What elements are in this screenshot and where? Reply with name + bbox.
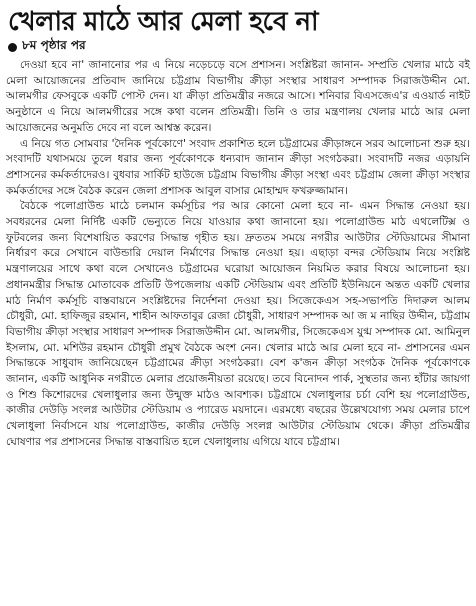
- article-headline: খেলার মাঠে আর মেলা হবে না: [8, 7, 319, 37]
- article-body: [6, 58, 470, 451]
- continuation-label: ৮ম পৃষ্ঠার পর: [22, 38, 86, 52]
- article-paragraph: এ নিয়ে গত সোমবার 'দৈনিক পূর্বকোণে' সংবাদ প্রকাশিত হলে চট্টগ্রামের ক্রীড়াঙ্গনে সরব আলোচনা শুরু হয়। সংবাদটি যথাসময়ে তুলে ধরার জন্য পূর্বকোণকে ধন্যবাদ জানান ক্রীড়া সংগঠকরা। সংবাদটি নজর এড়ায়নি প্রশাসনের কর্মকর্তাদেরও। বুধবার সার্কিট হাউজে চট্টগ্রাম বিভাগীয় ক্রীড়া সংস্থা এবং চট্টগ্রাম জেলা ক্রীড়া সংস্থার কর্মকর্তাদের সঙ্গে বৈঠক করেন জেলা প্রশাসক আবুল বাসার মোহাম্মদ ফখরুজ্জামান।: [6, 137, 470, 197]
- article-paragraph: বৈঠকে পলোগ্রাউন্ড মাঠে চলমান কর্মসূচির পর আর কোনো মেলা হবে না- এমন সিদ্ধান্ত নেওয়া হয়। সবধরনের মেলা নির্দিষ্ট একটি ভেন্যুতে নিয়ে যাওয়ার কথা জানানো হয়। পলোগ্রাউন্ড মাঠ এথলেটিক্স ও ফুটবলের জন্য বিশেষায়িত করণের সিদ্ধান্ত গৃহীত হয়। দ্রুততম সময়ে নগরীর আউটার স্টেডিয়ামের সীমানা নির্ধারণ করে সেখানে বাউন্ডারি দেয়াল নির্মাণের সিদ্ধান্ত নেওয়া হয়। এছাড়া বন্দর স্টেডিয়াম নিয়ে সংশ্লিষ্ট মন্ত্রণালয়ের সাথে কথা বলে সেখানেও চট্টগ্রামের ঘরোয়া আয়োজন নিয়মিত করার বিষয়ে আলোচনা হয়। প্রধানমন্ত্রীর সিদ্ধান্ত মোতাবেক প্রতিটি উপজেলায় একটি স্টেডিয়াম এবং প্রতিটি ইউনিয়নে অন্তত একটি খেলার মাঠ নির্মাণ কর্মসূচি বাস্তবায়নে সংশ্লিষ্টদের নির্দেশনা দেওয়া হয়। সিজেকেএস সহ-সভাপতি দিদারুল আলম চৌধুরী, মো. হাফিজুর রহমান, শাহীন আফতাবুর রেজা চৌধুরী, সাধারণ সম্পাদক আ জ ম নাছির উদ্দীন, চট্টগ্রাম বিভাগীয় ক্রীড়া সংস্থার সাধারণ সম্পাদক সিরাজউদ্দীন মো. আলমগীর, সিজেকেএস যুগ্ম সম্পাদক মো. আমিনুল ইসলাম, মো. মশিউর রহমান চৌধুরী প্রমুখ বৈঠকে অংশ নেন। খেলার মাঠে আর মেলা হবে না- প্রশাসনের এমন সিদ্ধান্তকে সাধুবাদ জানিয়েছেন চট্টগ্রামের ক্রীড়া সংগঠকরা। বেশ ক'জন ক্রীড়া সংগঠক দৈনিক পূর্বকোণকে জানান, একটি আধুনিক নগরীতে মেলার প্রয়োজনীয়তা রয়েছে। তবে বিনোদন পার্ক, সুস্থতার জন্য হাঁটার জায়গা ও শিশু কিশোরদের খেলাধুলার জন্য উন্মুক্ত মাঠও আবশ্যক। চট্টগ্রামে খেলাধুলার চর্চা বেশি হয় পলোগ্রাউন্ড, কাজীর দেউড়ি সংলগ্ন আউটার স্টেডিয়াম ও প্যারেড ময়দানে। এরমধ্যে বছরের উল্লেখযোগ্য সময় মেলার চাপে খেলাধুলা নির্বাসনে যায় পলোগ্রাউন্ড, কাজীর দেউড়ি সংলগ্ন আউটার স্টেডিয়াম থেকে। ক্রীড়া প্রতিমন্ত্রীর ঘোষণার পর প্রশাসনের সিদ্ধান্ত বাস্তবায়িত হলে খেলাধুলায় এগিয়ে যাবে চট্টগ্রাম।: [6, 200, 470, 448]
- bullet-icon: [8, 43, 17, 52]
- article-paragraph: দেওয়া হবে না' জানানোর পর এ নিয়ে নড়েচড়ে বসে প্রশাসন। সংশ্লিষ্টরা জানান- সম্প্রতি খেলার মাঠে বই মেলা আয়োজনের প্রতিবাদ জানিয়ে চট্টগ্রাম বিভাগীয় ক্রীড়া সংস্থার সাধারণ সম্পাদক সিরাজউদ্দীন মো. আলমগীর ফেসবুকে একটি পোস্ট দেন। যা ক্রীড়া প্রতিমন্ত্রীর নজরে আসে। শনিবার বিএসজেএ'র এওয়ার্ড নাইট অনুষ্ঠানে এ নিয়ে আলমগীরের সঙ্গে কথা বলেন প্রতিমন্ত্রী। তিনি ও তার মন্ত্রণালয় খেলার মাঠে আর মেলা আয়োজনের অনুমতি দেবে না বলে আশ্বস্ত করেন।: [6, 59, 470, 134]
- continuation-marker: [6, 38, 470, 56]
